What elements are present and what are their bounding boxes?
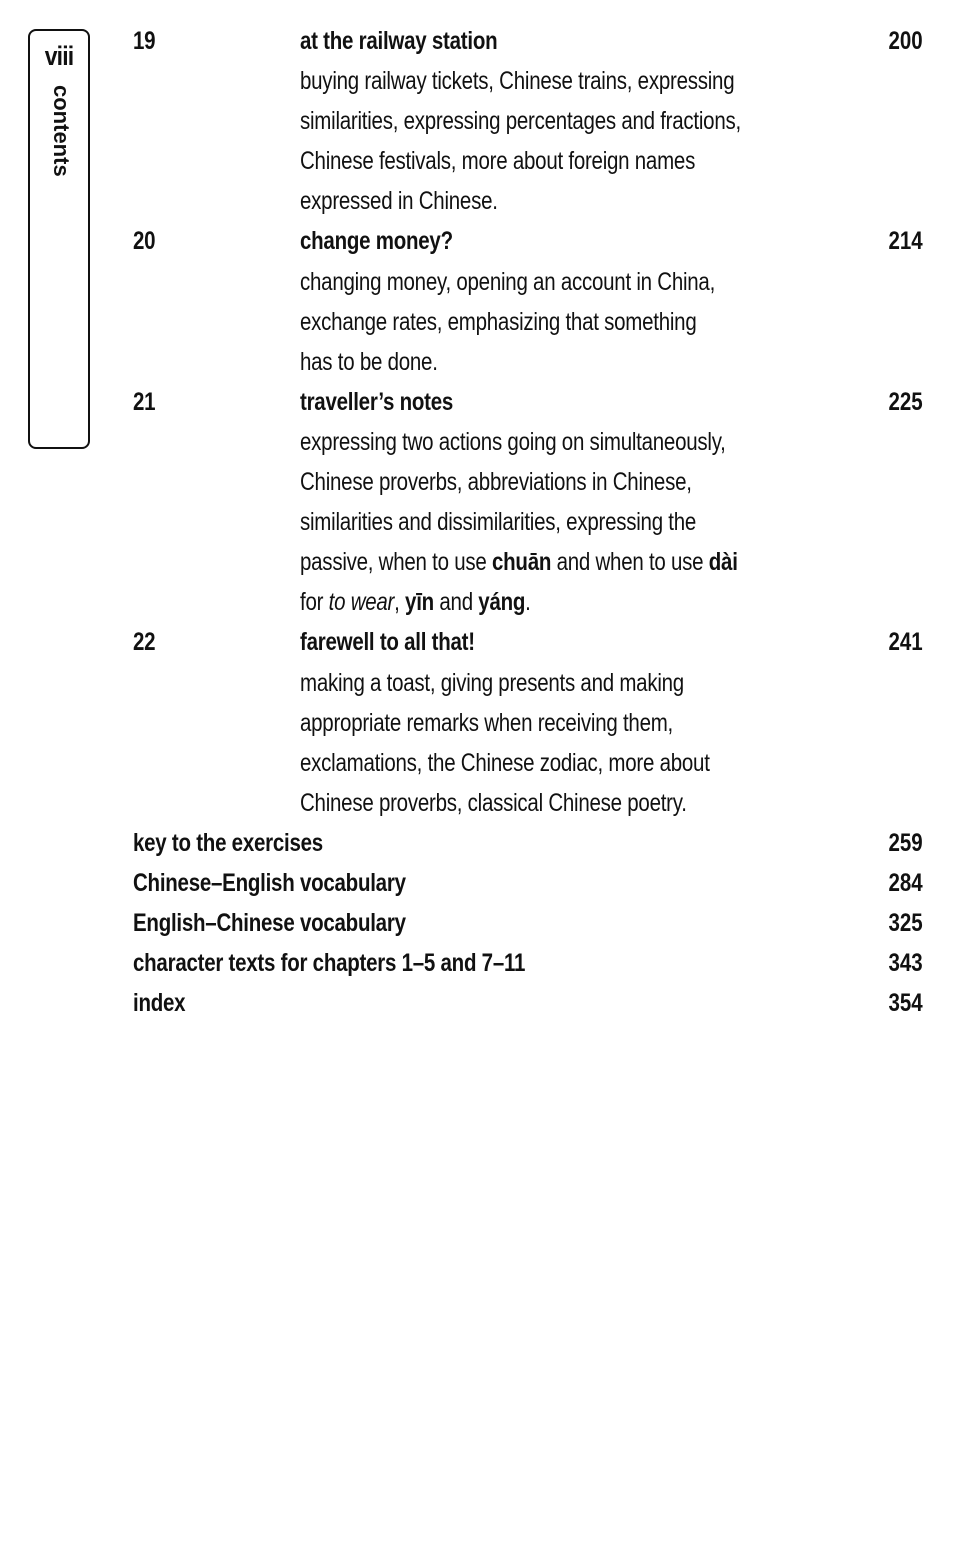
pinyin-term: chuān bbox=[491, 548, 552, 577]
text-run: and bbox=[433, 588, 479, 617]
page-ref: 354 bbox=[888, 989, 923, 1018]
chapter-number: 21 bbox=[133, 387, 156, 416]
chapter-description-line: Chinese proverbs, abbreviations in Chinese, bbox=[300, 468, 692, 497]
chapter-description-line: Chinese festivals, more about foreign names bbox=[300, 147, 696, 176]
text-run: for bbox=[300, 588, 329, 617]
chapter-description-line: changing money, opening an account in China, bbox=[300, 267, 716, 296]
chapter-title[interactable]: change money? bbox=[300, 227, 453, 256]
section-tab bbox=[28, 29, 90, 449]
chapter-description-line: Chinese proverbs, classical Chinese poetry. bbox=[300, 788, 687, 817]
toc-entry-chapter-20[interactable] bbox=[133, 221, 923, 381]
chapter-description-line: expressed in Chinese. bbox=[300, 187, 498, 216]
toc-entry-character-texts[interactable] bbox=[133, 943, 923, 983]
chapter-description-line: has to be done. bbox=[300, 347, 438, 376]
pinyin-term: yīn bbox=[405, 588, 434, 617]
page-number: viii bbox=[44, 41, 74, 71]
chapter-number: 20 bbox=[133, 227, 156, 256]
section-label: contents bbox=[49, 85, 74, 177]
chapter-description-line: exchange rates, emphasizing that something bbox=[300, 307, 697, 336]
entry-label[interactable]: English–Chinese vocabulary bbox=[133, 909, 406, 938]
entry-label[interactable]: character texts for chapters 1–5 and 7–11 bbox=[133, 949, 526, 978]
entry-label[interactable]: key to the exercises bbox=[133, 828, 323, 857]
page-ref: 343 bbox=[888, 949, 923, 978]
chapter-description-line: buying railway tickets, Chinese trains, expressing bbox=[300, 67, 735, 96]
chapter-description-line: exclamations, the Chinese zodiac, more about bbox=[300, 748, 710, 777]
toc-entry-chapter-21[interactable] bbox=[133, 382, 923, 623]
entry-label[interactable]: index bbox=[133, 989, 186, 1018]
page-ref: 259 bbox=[888, 828, 923, 857]
entry-label[interactable]: Chinese–English vocabulary bbox=[133, 868, 406, 897]
page-ref: 200 bbox=[888, 27, 923, 55]
page-ref: 241 bbox=[888, 628, 923, 657]
page-ref: 225 bbox=[888, 387, 923, 416]
chapter-description-line bbox=[300, 542, 843, 582]
chapter-description-line: making a toast, giving presents and making bbox=[300, 668, 684, 697]
toc-entry-index[interactable] bbox=[133, 983, 923, 1023]
toc-entry-key-to-exercises[interactable] bbox=[133, 823, 923, 863]
chapter-title[interactable]: at the railway station bbox=[300, 27, 498, 55]
toc-entry-english-chinese-vocabulary[interactable] bbox=[133, 903, 923, 943]
italic-term: to wear bbox=[328, 588, 395, 617]
text-run: , bbox=[394, 588, 406, 617]
chapter-description-line: similarities, expressing percentages and fractions, bbox=[300, 107, 741, 136]
pinyin-term: yáng bbox=[478, 588, 526, 617]
chapter-title[interactable]: traveller’s notes bbox=[300, 387, 454, 416]
toc-entry-chinese-english-vocabulary[interactable] bbox=[133, 863, 923, 903]
chapter-title[interactable]: farewell to all that! bbox=[300, 628, 475, 657]
chapter-number: 19 bbox=[133, 27, 156, 55]
chapter-description-line: similarities and dissimilarities, expressing the bbox=[300, 508, 697, 537]
text-run: and when to use bbox=[551, 548, 709, 577]
toc-entry-chapter-19[interactable] bbox=[133, 21, 923, 221]
chapter-number: 22 bbox=[133, 628, 156, 657]
chapter-description-line: appropriate remarks when receiving them, bbox=[300, 708, 674, 737]
toc-entry-chapter-22[interactable] bbox=[133, 622, 923, 822]
page-ref: 325 bbox=[888, 909, 923, 938]
text-run: . bbox=[525, 588, 531, 617]
page-ref: 214 bbox=[888, 227, 923, 256]
pinyin-term: dài bbox=[708, 548, 738, 577]
table-of-contents bbox=[133, 21, 923, 1023]
text-run: passive, when to use bbox=[300, 548, 492, 577]
chapter-description-line bbox=[300, 582, 843, 622]
chapter-description-line: expressing two actions going on simultaneously, bbox=[300, 427, 726, 456]
page-ref: 284 bbox=[888, 868, 923, 897]
